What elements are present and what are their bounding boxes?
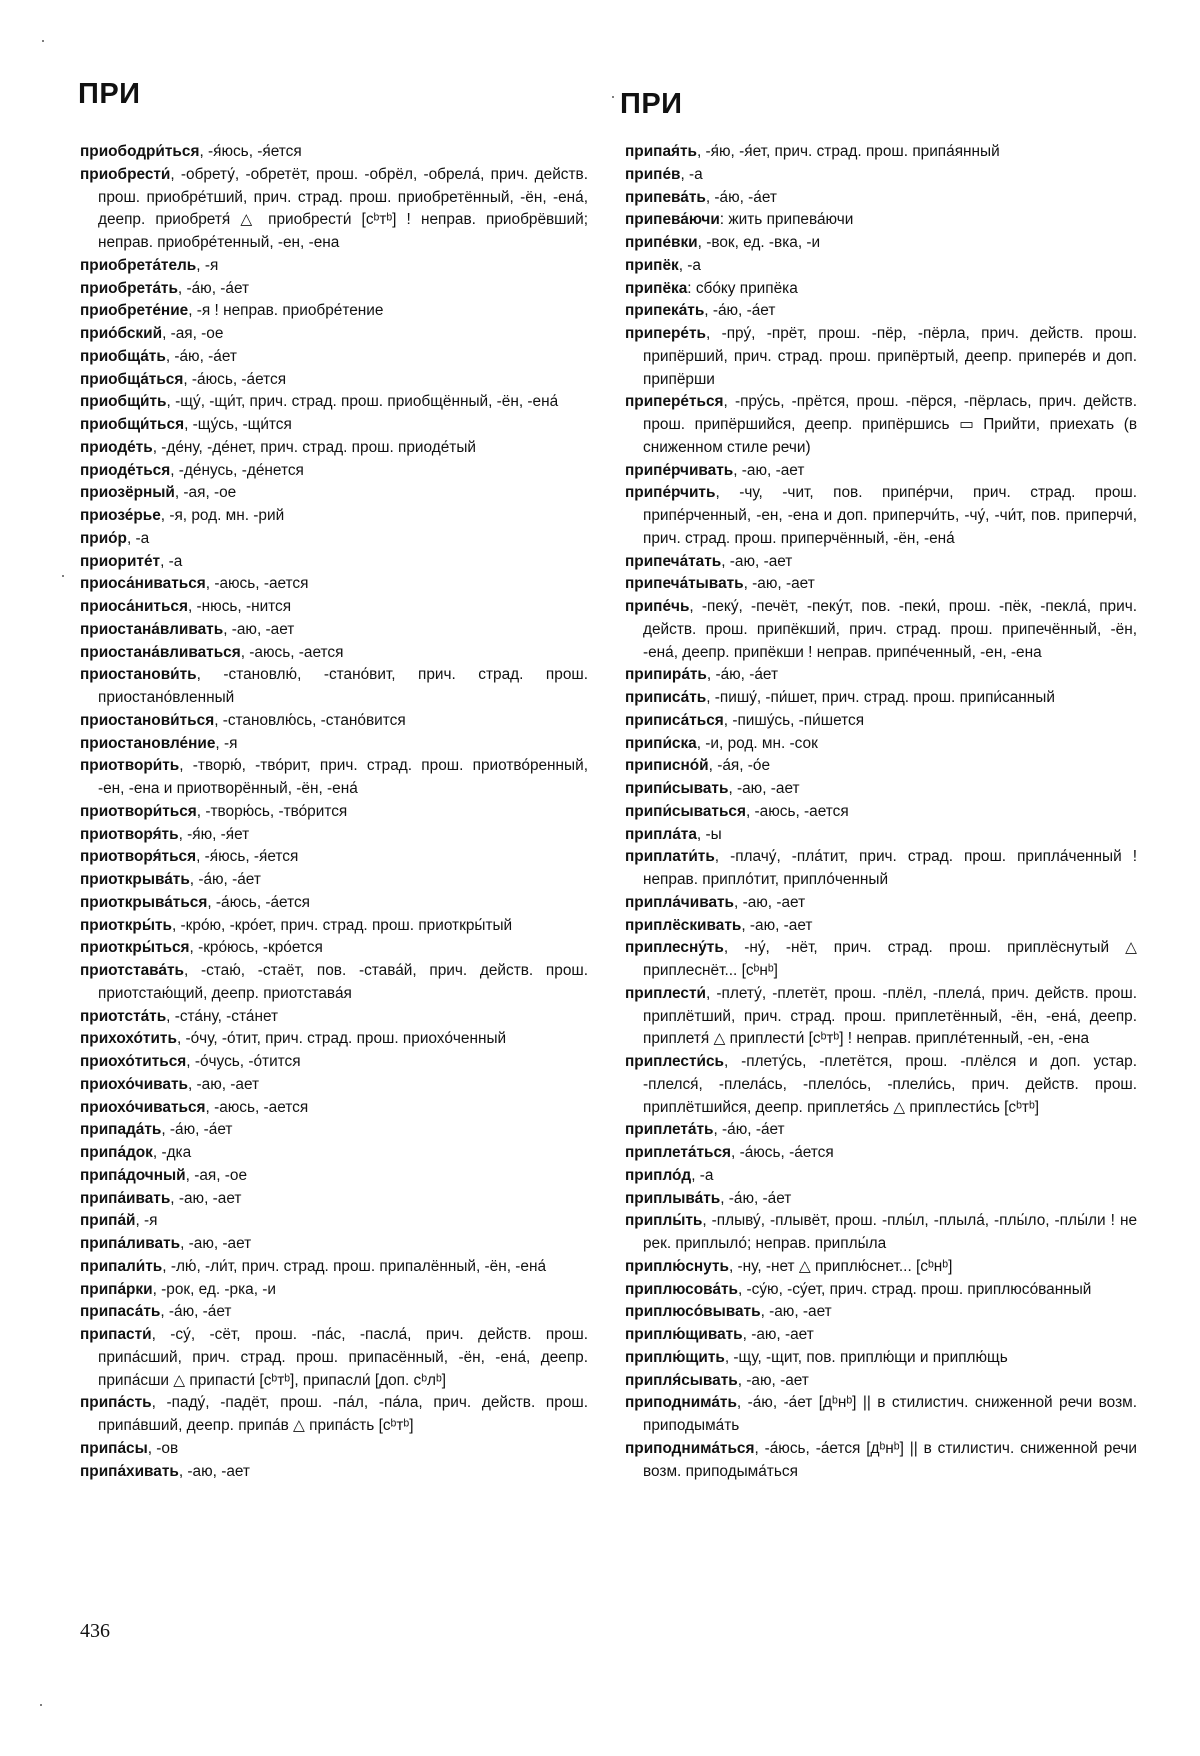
dictionary-entry: [625, 824, 1137, 847]
entry-headword: припека́ть: [625, 302, 705, 320]
dictionary-entry: [80, 824, 588, 847]
entry-definition: , -ы: [696, 825, 722, 843]
entry-definition: , -ая, -ое: [162, 325, 224, 342]
entry-definition: : сбо́ку припёка: [687, 279, 798, 297]
dictionary-entry: [80, 596, 588, 619]
entry-definition: , -а: [126, 529, 150, 547]
entry-headword: приоде́ть: [80, 438, 153, 456]
entry-definition: , -дка: [152, 1144, 192, 1161]
dictionary-entry: [625, 801, 1137, 824]
entry-definition: , -а́юсь, -а́ется: [731, 1144, 834, 1161]
dictionary-entry: [80, 1461, 588, 1484]
entry-headword: приплести́: [625, 984, 706, 1002]
entry-definition: , -и, род. мн. -сок: [696, 734, 818, 752]
dictionary-entry: [625, 1438, 1137, 1484]
entry-headword: приостанови́ться: [80, 711, 215, 729]
entry-headword: приплюсо́вывать: [625, 1303, 761, 1321]
dictionary-entry: [625, 915, 1137, 938]
entry-headword: припе́в: [625, 165, 681, 183]
dictionary-entry: [80, 460, 588, 483]
dictionary-entry: [625, 551, 1137, 574]
entry-definition: , -аю, -ает: [728, 780, 800, 797]
entry-headword: приобща́ть: [80, 347, 166, 365]
entry-definition: , -творю́, -тво́рит, прич. страд. прош. приотво́ренный, -ен, -ена и приотворённый, -ён, -ена́: [98, 757, 588, 797]
entry-headword: приписа́ться: [625, 711, 724, 729]
dictionary-entry: [80, 1438, 588, 1461]
entry-headword: приостанови́ть: [80, 666, 197, 684]
entry-definition: , -де́ну, -де́нет, прич. страд. прош. приоде́тый: [152, 438, 476, 456]
dictionary-entry: [80, 1119, 588, 1142]
dictionary-entry: [80, 1256, 588, 1279]
dictionary-entry: [80, 346, 588, 369]
entry-headword: прихохо́тить: [80, 1030, 177, 1048]
entry-headword: припёка: [625, 279, 688, 297]
entry-headword: приобщи́ть: [80, 393, 167, 411]
entry-definition: , -а́юсь, -а́ется: [207, 893, 311, 911]
entry-headword: приозёрный: [80, 484, 175, 502]
entry-definition: , -ов: [147, 1439, 179, 1457]
entry-headword: припеча́тывать: [625, 575, 744, 593]
dictionary-entry: [625, 209, 1137, 232]
entry-definition: , -аю, -ает: [223, 620, 295, 638]
entry-headword: приплю́снуть: [625, 1257, 729, 1275]
dictionary-entry: [80, 846, 588, 869]
entry-definition: , -а́ю, -а́ет: [165, 347, 237, 365]
dictionary-entry: [625, 892, 1137, 915]
dictionary-entry: [625, 482, 1137, 550]
entry-definition: , -рок, ед. -рка, -и: [152, 1280, 277, 1298]
entry-headword: приплёскивать: [625, 916, 742, 934]
entry-headword: приобрете́ние: [80, 302, 189, 320]
entry-headword: припа́й: [80, 1212, 136, 1230]
dictionary-entry: [625, 1324, 1137, 1347]
dictionary-entry: [625, 983, 1137, 1051]
page-header-left: ПРИ: [78, 78, 141, 110]
entry-headword: приобрета́ть: [80, 279, 178, 297]
dictionary-entry: [80, 960, 588, 1006]
dictionary-entry: [80, 1188, 588, 1211]
dictionary-entry: [625, 323, 1137, 391]
entry-definition: , -а́ю, -а́ет: [177, 279, 250, 297]
dictionary-entry: [80, 1142, 588, 1165]
entry-headword: приплесну́ть: [625, 939, 724, 957]
entry-definition: , -аюсь, -ается: [205, 575, 309, 593]
entry-headword: приплести́сь: [625, 1053, 724, 1070]
entry-definition: , -я́юсь, -я́ется: [199, 143, 302, 160]
dictionary-entry: [80, 755, 588, 801]
entry-definition: , -а́ю, -а́ет: [161, 1121, 233, 1139]
dictionary-entry: [625, 733, 1137, 756]
dictionary-entry: [80, 1392, 588, 1438]
entry-headword: припа́док: [80, 1144, 153, 1161]
entry-definition: , -аю, -ает: [721, 552, 793, 570]
dictionary-entry: [80, 1051, 588, 1074]
entry-headword: приостановле́ние: [80, 734, 216, 752]
scan-speck: [612, 96, 614, 98]
dictionary-entry: [80, 505, 588, 528]
entry-definition: , -а́юсь, -а́ется: [183, 370, 287, 388]
entry-headword: приподнима́ть: [625, 1394, 737, 1412]
entry-headword: приписа́ть: [625, 689, 707, 706]
scan-speck: [42, 40, 44, 42]
entry-definition: , -а́ю, -а́ет [дᵇнᵇ] || в стилистич. сниженной речи возм. приподыма́ть: [643, 1394, 1137, 1434]
dictionary-entry: [80, 642, 588, 665]
entry-definition: , -нюсь, -нится: [187, 598, 292, 615]
entry-definition: , -аю, -ает: [741, 916, 813, 934]
entry-headword: припля́сывать: [625, 1371, 738, 1389]
dictionary-entry: [80, 710, 588, 733]
entry-definition: , -я, род. мн. -рий: [160, 507, 285, 524]
dictionary-entry: [80, 1324, 588, 1392]
scan-speck: [40, 1704, 42, 1706]
entry-headword: приоде́ться: [80, 461, 171, 479]
dictionary-entry: [625, 1347, 1137, 1370]
entry-headword: приотвори́ть: [80, 757, 180, 775]
entry-headword: припи́ска: [625, 734, 697, 752]
entry-headword: приплета́ть: [625, 1121, 714, 1139]
dictionary-entry: [80, 619, 588, 642]
dictionary-entry: [625, 1279, 1137, 1302]
entry-definition: , -ну, -нет △ приплю́снет... [сᵇнᵇ]: [728, 1257, 953, 1275]
dictionary-entry: [625, 1301, 1137, 1324]
entry-definition: , -пишу́сь, -пи́шется: [723, 711, 865, 729]
entry-headword: приписно́й: [625, 757, 709, 775]
entry-headword: приободри́ться: [80, 143, 200, 160]
entry-headword: приоса́ниться: [80, 598, 188, 615]
entry-headword: припеча́тать: [625, 552, 722, 570]
dictionary-entry: [625, 755, 1137, 778]
page-number: 436: [80, 1620, 110, 1642]
dictionary-entry: [80, 869, 588, 892]
dictionary-entry: [80, 1233, 588, 1256]
entry-headword: припа́ивать: [80, 1189, 171, 1207]
entry-headword: приотворя́ть: [80, 825, 179, 843]
entry-headword: припёк: [625, 256, 679, 274]
dictionary-entry: [625, 278, 1137, 301]
dictionary-entry: [80, 323, 588, 346]
entry-headword: приплю́щивать: [625, 1326, 743, 1343]
entry-definition: , -ая, -ое: [174, 484, 237, 502]
dictionary-entry: [80, 1301, 588, 1324]
entry-headword: припло́д: [625, 1166, 692, 1184]
entry-definition: , -а: [160, 552, 183, 570]
entry-headword: припе́рчить: [625, 484, 716, 502]
entry-definition: , -я: [196, 256, 219, 274]
dictionary-entry: [80, 1165, 588, 1188]
dictionary-entry: [625, 778, 1137, 801]
entry-headword: приостана́вливаться: [80, 643, 241, 661]
entry-headword: приплю́щить: [625, 1348, 725, 1366]
entry-headword: приобрета́тель: [80, 256, 197, 274]
entry-definition: , -а́ю, -а́ет: [705, 188, 777, 206]
entry-headword: приоткрыва́ть: [80, 871, 190, 888]
entry-headword: припе́чь: [625, 598, 690, 615]
entry-definition: , -я́ю, -я́ет, прич. страд. прош. припа́янный: [697, 143, 1000, 160]
entry-definition: , -ста́ну, -ста́нет: [166, 1007, 279, 1025]
dictionary-entry: [625, 596, 1137, 664]
entry-headword: приплати́ть: [625, 848, 715, 866]
entry-definition: , -плету́сь, -плетётся, прош. -плёлся и доп. устар. -плелся́, -плела́сь, -плело́сь, -плели́сь, прич. действ. прош. приплётшийся, деепр. приплетя́сь △ приплести́сь [сᵇтᵇ]: [643, 1053, 1137, 1116]
entry-headword: приплы́ть: [625, 1212, 703, 1230]
entry-definition: , -кро́ю, -кро́ет, прич. страд. прош. приоткры́тый: [171, 916, 513, 934]
entry-headword: припа́хивать: [80, 1462, 179, 1480]
entry-definition: , -а́ю, -а́ет: [713, 1121, 785, 1139]
dictionary-entry: [625, 1370, 1137, 1393]
dictionary-entry: [625, 255, 1137, 278]
entry-definition: , -а́я, -о́е: [708, 757, 771, 775]
entry-definition: , -аю, -ает: [743, 575, 815, 593]
scan-speck: [62, 575, 64, 577]
entry-headword: припа́ливать: [80, 1235, 181, 1252]
entry-headword: припа́сть: [80, 1394, 152, 1412]
right-column: [625, 141, 1137, 1483]
page-header-right: ПРИ: [620, 88, 683, 120]
entry-headword: приотворя́ться: [80, 848, 197, 866]
entry-definition: , -су́ю, -су́ет, прич. страд. прош. приплюсо́ванный: [737, 1280, 1092, 1298]
entry-definition: , -аюсь, -ается: [240, 643, 344, 661]
entry-headword: припере́ться: [625, 393, 724, 411]
entry-definition: , -щу́, -щи́т, прич. страд. прош. приобщённый, -ён, -ена́: [166, 393, 559, 411]
entry-headword: приохо́чивать: [80, 1075, 188, 1093]
dictionary-entry: [80, 801, 588, 824]
entry-definition: , -я ! неправ. приобре́тение: [188, 302, 384, 320]
dictionary-entry: [625, 664, 1137, 687]
dictionary-entry: [80, 937, 588, 960]
entry-definition: , -плачу́, -пла́тит, прич. страд. прош. припла́ченный ! неправ. припло́тит, припло́ченный: [643, 848, 1137, 888]
dictionary-entry: [80, 1210, 588, 1233]
entry-definition: , -аюсь, -ается: [205, 1098, 309, 1116]
entry-headword: припла́чивать: [625, 893, 735, 911]
entry-headword: приорите́т: [80, 552, 161, 570]
dictionary-entry: [80, 733, 588, 756]
entry-definition: , -аю, -ает: [760, 1303, 832, 1321]
entry-headword: припаса́ть: [80, 1303, 161, 1321]
entry-definition: , -пишу́, -пи́шет, прич. страд. прош. припи́санный: [706, 689, 1055, 706]
entry-definition: , -аю, -ает: [178, 1462, 250, 1480]
dictionary-entry: [625, 300, 1137, 323]
entry-definition: , -пеку́, -печёт, -пеку́т, пов. -пеки́, прош. -пёк, -пекла́, прич. действ. прош. припёкший, прич. страд. прош. припечённый, -ён, -ена́, деепр. припёкши ! неправ. припе́ченный, -ен, -ена: [643, 598, 1137, 661]
entry-definition: : жить припева́ючи: [719, 211, 854, 229]
entry-definition: , -я: [135, 1212, 158, 1230]
entry-headword: приобрести́: [80, 165, 171, 183]
entry-headword: припа́рки: [80, 1280, 153, 1298]
entry-headword: припада́ть: [80, 1121, 162, 1139]
entry-definition: , -а́ю, -а́ет: [720, 1189, 792, 1207]
entry-definition: , -аю, -ает: [187, 1075, 260, 1093]
dictionary-entry: [625, 187, 1137, 210]
entry-headword: приозе́рье: [80, 507, 161, 524]
entry-headword: приплыва́ть: [625, 1189, 721, 1207]
dictionary-entry: [80, 892, 588, 915]
entry-definition: , -а: [680, 165, 703, 183]
dictionary-entry: [80, 300, 588, 323]
dictionary-entry: [625, 460, 1137, 483]
entry-definition: , -паду́, -падёт, прош. -па́л, -па́ла, прич. действ. прош. припа́вший, деепр. припа́в △ припа́сть [сᵇтᵇ]: [98, 1394, 588, 1434]
entry-headword: припи́сывать: [625, 780, 729, 797]
dictionary-entry: [80, 141, 588, 164]
entry-headword: припали́ть: [80, 1257, 163, 1275]
entry-definition: , -кро́юсь, -кро́ется: [189, 939, 323, 957]
entry-headword: приоса́ниваться: [80, 575, 206, 593]
dictionary-entry: [80, 1028, 588, 1051]
entry-definition: , -пру́, -прёт, прош. -пёр, -пёрла, прич. действ. прош. припёрший, прич. страд. прош. припёртый, деепр. припере́в и доп. припёрши: [643, 325, 1137, 388]
entry-headword: прио́бский: [80, 325, 163, 342]
dictionary-entry: [625, 710, 1137, 733]
entry-definition: , -а́ю, -а́ет: [160, 1303, 232, 1321]
left-column: [80, 141, 588, 1483]
entry-definition: , -щу́сь, -щи́тся: [184, 416, 292, 433]
entry-definition: , -пру́сь, -прётся, прош. -пёрся, -пёрлась, прич. действ. прош. припёршийся, деепр. припёршись ▭ Прийти, приехать (в сниженном стиле речи): [643, 393, 1137, 456]
dictionary-entry: [625, 1142, 1137, 1165]
entry-headword: приохо́титься: [80, 1053, 187, 1070]
dictionary-entry: [80, 573, 588, 596]
dictionary-entry: [80, 664, 588, 710]
dictionary-entry: [625, 141, 1137, 164]
entry-headword: приплета́ться: [625, 1144, 732, 1161]
dictionary-entry: [625, 1051, 1137, 1119]
entry-definition: , -аю, -ает: [733, 461, 805, 479]
dictionary-entry: [625, 1210, 1137, 1256]
dictionary-entry: [625, 687, 1137, 710]
entry-definition: , -аю, -ает: [737, 1371, 809, 1389]
entry-headword: приобща́ться: [80, 370, 184, 388]
entry-definition: , -обрету́, -обретёт, прош. -обрёл, -обрела́, прич. действ. прош. приобре́тший, прич. страд. прош. приобретённый, -ён, -ена́, деепр. приобретя́ △ приобрести́ [сᵇтᵇ] ! неправ. приобрёвший; неправ. приобре́тенный, -ен, -ена: [98, 165, 588, 251]
entry-definition: , -а́ю, -а́ет: [189, 871, 261, 888]
entry-headword: припая́ть: [625, 143, 697, 160]
entry-definition: , -я́ю, -я́ет: [178, 825, 250, 843]
dictionary-entry: [625, 391, 1137, 459]
dictionary-entry: [625, 1188, 1137, 1211]
entry-headword: приотста́ть: [80, 1007, 167, 1025]
entry-definition: , -чу, -чит, пов. припе́рчи, прич. страд. прош. припе́рченный, -ен, -ена и доп. приперчи́ть, -чу́, -чи́т, пов. приперчи́, прич. страд. прош. приперчённый, -ён, -ена́: [643, 484, 1137, 547]
entry-headword: припере́ть: [625, 325, 706, 342]
entry-headword: припа́дочный: [80, 1166, 186, 1184]
entry-headword: приплюсова́ть: [625, 1280, 738, 1298]
dictionary-entry: [80, 164, 588, 255]
dictionary-entry: [625, 232, 1137, 255]
entry-definition: , -я: [215, 734, 238, 752]
dictionary-entry: [625, 1256, 1137, 1279]
entry-definition: , -вок, ед. -вка, -и: [697, 234, 821, 251]
entry-definition: , -я́юсь, -я́ется: [196, 848, 299, 866]
entry-definition: , -аю, -ает: [180, 1235, 252, 1252]
entry-definition: , -де́нусь, -де́нется: [170, 461, 304, 479]
entry-definition: , -аю, -ает: [734, 893, 806, 911]
entry-definition: , -лю́, -ли́т, прич. страд. прош. припалённый, -ён, -ена́: [162, 1257, 547, 1275]
entry-headword: припева́ть: [625, 188, 706, 206]
dictionary-entry: [80, 255, 588, 278]
entry-headword: припа́сы: [80, 1439, 148, 1457]
entry-definition: , -плыву́, -плывёт, прош. -плы́л, -плыла́, -плы́ло, -плы́ли ! не рек. приплыло́; неправ. приплы́ла: [643, 1212, 1137, 1252]
entry-definition: , -о́чусь, -о́тится: [186, 1053, 301, 1070]
entry-headword: приоткры́ться: [80, 939, 190, 957]
entry-headword: припла́та: [625, 825, 697, 843]
entry-headword: прио́р: [80, 529, 127, 547]
entry-definition: , -а́ю, -а́ет: [704, 302, 776, 320]
dictionary-entry: [625, 164, 1137, 187]
dictionary-entry: [625, 1119, 1137, 1142]
entry-headword: приобщи́ться: [80, 416, 185, 433]
entry-headword: припасти́: [80, 1326, 152, 1343]
dictionary-entry: [80, 915, 588, 938]
dictionary-entry: [80, 482, 588, 505]
entry-definition: , -а́юсь, -а́ется [дᵇнᵇ] || в стилистич. сниженной речи возм. приподыма́ться: [643, 1439, 1137, 1480]
dictionary-entry: [80, 391, 588, 414]
entry-definition: , -становлю́сь, -стано́вится: [214, 711, 406, 729]
dictionary-entry: [625, 846, 1137, 892]
dictionary-entry: [80, 1097, 588, 1120]
entry-headword: припе́вки: [625, 234, 698, 251]
entry-headword: приотстава́ть: [80, 962, 184, 979]
entry-definition: , -а: [691, 1166, 714, 1184]
dictionary-entry: [625, 937, 1137, 983]
entry-definition: , -о́чу, -о́тит, прич. страд. прош. приохо́ченный: [176, 1030, 507, 1048]
entry-definition: , -становлю́, -стано́вит, прич. страд. прош. приостано́вленный: [98, 666, 588, 706]
entry-headword: приподнима́ться: [625, 1439, 755, 1457]
entry-headword: припе́рчивать: [625, 461, 734, 479]
entry-definition: , -а́ю, -а́ет: [706, 666, 779, 684]
dictionary-entry: [80, 1279, 588, 1302]
entry-definition: , -плету́, -плетёт, прош. -плёл, -плела́, прич. действ. прош. приплётший, прич. страд. прош. приплетённый, -ён, -ена́, деепр. приплетя́ △ приплести́ [сᵇтᵇ] ! неправ. приплéтенный, -ен, -ена: [643, 984, 1137, 1048]
entry-definition: , -творю́сь, -тво́рится: [196, 802, 348, 820]
entry-definition: , -щу, -щит, пов. приплю́щи и приплю́щь: [724, 1348, 1008, 1366]
entry-definition: , -а: [678, 256, 701, 274]
dictionary-entry: [80, 1074, 588, 1097]
entry-headword: приостана́вливать: [80, 620, 224, 638]
dictionary-entry: [625, 573, 1137, 596]
dictionary-entry: [80, 278, 588, 301]
entry-headword: приохо́чиваться: [80, 1098, 206, 1116]
dictionary-entry: [80, 414, 588, 437]
entry-definition: , -аю, -ает: [170, 1189, 242, 1207]
entry-headword: приоткры́ть: [80, 916, 172, 934]
dictionary-entry: [80, 528, 588, 551]
entry-definition: , -аюсь, -ается: [745, 802, 849, 820]
dictionary-entry: [80, 437, 588, 460]
entry-definition: , -ая, -ое: [185, 1166, 248, 1184]
entry-definition: , -аю, -ает: [742, 1326, 814, 1343]
entry-headword: приоткрыва́ться: [80, 893, 208, 911]
entry-definition: , -стаю́, -стаёт, пов. -става́й, прич. действ. прош. приотстаю́щий, деепр. приотстава́я: [98, 962, 588, 1002]
dictionary-entry: [625, 1165, 1137, 1188]
entry-headword: припи́сываться: [625, 802, 746, 820]
entry-definition: , -су́, -сёт, прош. -па́с, -пасла́, прич. действ. прош. припа́сший, прич. страд. прош. припасённый, -ён, -ена́, деепр. припа́сши △ припасти́ [сᵇтᵇ], припасли́ [доп. сᵇлᵇ]: [98, 1326, 588, 1389]
entry-definition: , -ну́, -нёт, прич. страд. прош. приплёснутый △ приплеснёт... [сᵇнᵇ]: [643, 939, 1137, 979]
dictionary-entry: [80, 551, 588, 574]
entry-headword: припира́ть: [625, 666, 707, 684]
entry-headword: припева́ючи: [625, 211, 720, 229]
entry-headword: приотвори́ться: [80, 802, 197, 820]
dictionary-entry: [625, 1392, 1137, 1438]
dictionary-entry: [80, 369, 588, 392]
dictionary-entry: [80, 1006, 588, 1029]
